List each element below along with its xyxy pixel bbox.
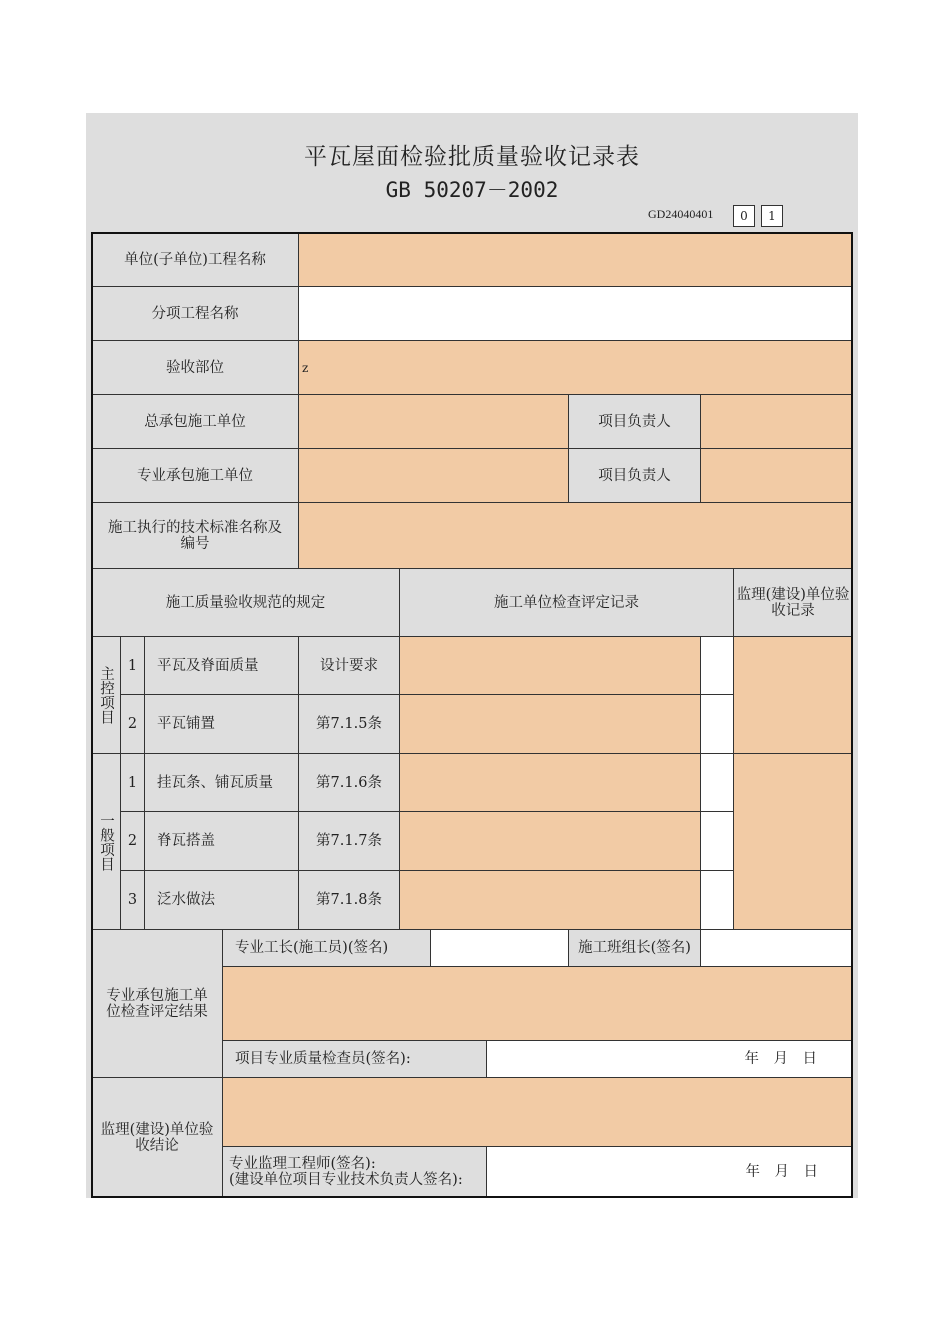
form-title: 平瓦屋面检验批质量验收记录表 <box>304 144 640 170</box>
general-contractor-label: 总承包施工单位 <box>91 394 299 449</box>
contractor-date[interactable]: 年 月 日 <box>486 1040 853 1078</box>
main-item-result-field[interactable] <box>700 694 734 754</box>
general-item-clause: 第7.1.8条 <box>298 870 400 930</box>
general-item-no: 1 <box>120 753 145 812</box>
main-item-clause: 设计要求 <box>298 636 400 695</box>
general-contractor-field[interactable] <box>298 394 569 449</box>
specialty-contractor-label: 专业承包施工单位 <box>91 448 299 503</box>
main-item-no: 1 <box>120 636 145 695</box>
foreman-signature-label: 专业工长(施工员)(签名) <box>222 929 431 967</box>
general-item-name: 泛水做法 <box>144 870 299 930</box>
main-item-clause: 第7.1.5条 <box>298 694 400 754</box>
general-items-supervision-field[interactable] <box>733 753 853 930</box>
form-number-box-2[interactable]: 1 <box>761 205 783 227</box>
supervision-header: 监理(建设)单位验收记录 <box>733 568 853 637</box>
general-item-check-field[interactable] <box>399 811 701 871</box>
general-item-clause: 第7.1.6条 <box>298 753 400 812</box>
standard-code: GB 50207－2002 <box>385 178 559 202</box>
form-number-box-1[interactable]: 0 <box>733 205 755 227</box>
supervision-result-field[interactable] <box>222 1077 853 1147</box>
general-item-clause: 第7.1.7条 <box>298 811 400 871</box>
location-label: 验收部位 <box>91 340 299 395</box>
general-item-no: 2 <box>120 811 145 871</box>
general-item-check-field[interactable] <box>399 753 701 812</box>
general-item-check-field[interactable] <box>399 870 701 930</box>
main-item-result-field[interactable] <box>700 636 734 695</box>
standard-name-label: 施工执行的技术标准名称及编号 <box>91 502 299 569</box>
check-record-header: 施工单位检查评定记录 <box>399 568 734 637</box>
project-manager-field-2[interactable] <box>700 448 853 503</box>
supervision-date[interactable]: 年 月 日 <box>486 1146 853 1198</box>
general-item-name: 脊瓦搭盖 <box>144 811 299 871</box>
sub-project-field[interactable] <box>298 286 853 341</box>
foreman-signature-field[interactable] <box>430 929 569 967</box>
main-item-name: 平瓦及脊面质量 <box>144 636 299 695</box>
main-items-supervision-field[interactable] <box>733 636 853 754</box>
unit-project-field[interactable] <box>298 232 853 287</box>
standard-name-field[interactable] <box>298 502 853 569</box>
main-item-check-field[interactable] <box>399 636 701 695</box>
general-item-result-field[interactable] <box>700 870 734 930</box>
specialty-contractor-field[interactable] <box>298 448 569 503</box>
general-item-no: 3 <box>120 870 145 930</box>
general-item-result-field[interactable] <box>700 753 734 812</box>
project-manager-field-1[interactable] <box>700 394 853 449</box>
main-items-group-label: 主控项目 <box>91 636 121 754</box>
team-leader-signature-field[interactable] <box>700 929 853 967</box>
general-items-group-label: 一般项目 <box>91 753 121 930</box>
quality-inspector-label: 项目专业质量检查员(签名): <box>222 1040 487 1078</box>
supervision-engineer-label: 专业监理工程师(签名): (建设单位项目专业技术负责人签名): <box>222 1146 487 1198</box>
contractor-result-label: 专业承包施工单位检查评定结果 <box>91 929 223 1078</box>
main-item-no: 2 <box>120 694 145 754</box>
sub-project-label: 分项工程名称 <box>91 286 299 341</box>
project-manager-label-1: 项目负责人 <box>568 394 701 449</box>
general-item-name: 挂瓦条、铺瓦质量 <box>144 753 299 812</box>
main-item-name: 平瓦铺置 <box>144 694 299 754</box>
unit-project-label: 单位(子单位)工程名称 <box>91 232 299 287</box>
contractor-result-field[interactable] <box>222 966 853 1041</box>
location-field[interactable]: z <box>298 340 853 395</box>
supervision-result-label: 监理(建设)单位验收结论 <box>91 1077 223 1198</box>
main-item-check-field[interactable] <box>399 694 701 754</box>
project-manager-label-2: 项目负责人 <box>568 448 701 503</box>
form-number: GD24040401 <box>648 207 714 221</box>
spec-header: 施工质量验收规范的规定 <box>91 568 400 637</box>
general-item-result-field[interactable] <box>700 811 734 871</box>
team-leader-signature-label: 施工班组长(签名) <box>568 929 701 967</box>
